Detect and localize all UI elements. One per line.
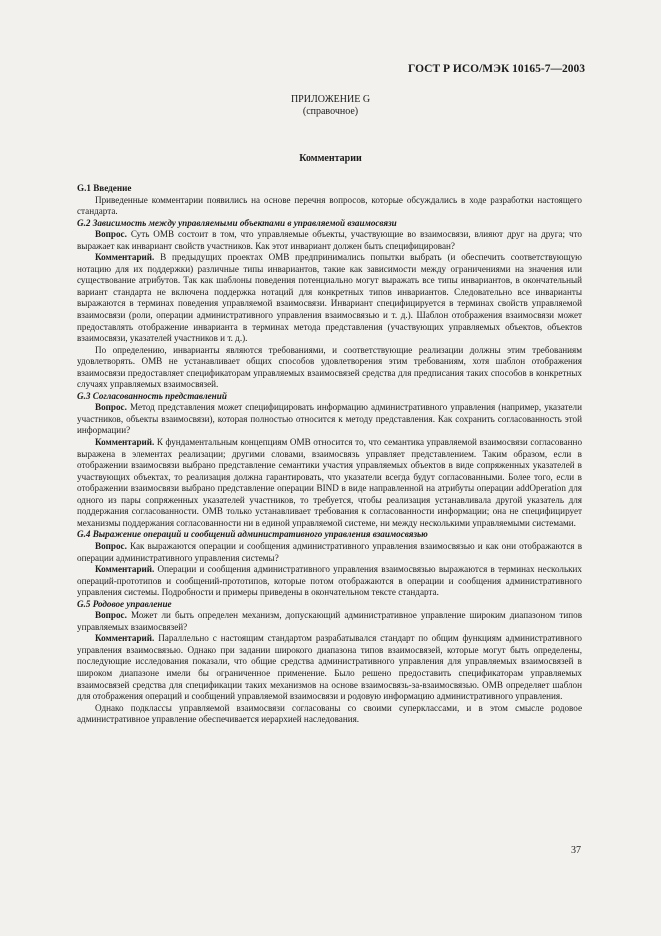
appendix-title: ПРИЛОЖЕНИЕ G	[290, 94, 371, 105]
question-text: Метод представления может специфицировать информацию административного управления (например, указатели участников, объекты взаимосвязи), которая полностью относится к методу представления. Как сохранить согласованность этой информации?	[77, 402, 582, 436]
comment-label: Комментарий.	[95, 252, 155, 263]
standard-header: ГОСТ Р ИСО/МЭК 10165-7—2003	[408, 63, 585, 75]
section-heading-g5: G.5 Родовое управление	[77, 598, 172, 609]
question-text: Может ли быть определен механизм, допускающий административное управление широким диапазоном типов управляемых взаимосвязей?	[77, 610, 583, 632]
comment-label: Комментарий.	[95, 633, 155, 644]
question-paragraph	[77, 610, 582, 633]
section-heading-g3: G.3 Согласованность представлений	[77, 390, 227, 401]
appendix-heading	[0, 94, 661, 118]
section-heading-g1: G.1 Введение	[77, 183, 132, 193]
comment-paragraph	[77, 633, 582, 702]
question-label: Вопрос.	[95, 610, 127, 621]
question-paragraph	[77, 541, 582, 564]
question-label: Вопрос.	[95, 229, 127, 240]
question-label: Вопрос.	[95, 540, 127, 551]
comment-paragraph	[77, 564, 582, 599]
section-title: Комментарии	[299, 153, 362, 164]
question-paragraph	[77, 229, 582, 252]
comment-label: Комментарий.	[95, 564, 155, 575]
comment-paragraph	[77, 252, 582, 344]
question-label: Вопрос.	[95, 402, 127, 413]
comment-paragraph	[77, 437, 582, 529]
comment-text: К фундаментальным концепциям ОМВ относится то, что семантика управляемой взаимосвязи согласованно выражена в элементах реализации; другими словами, взаимосвязь управляет представлением. Таким образом, если в отображении взаимосвязи выбрано представление семантики участия управляемых объектов в виде сопряженных указателей в участвующих объектах, то реализация должна гарантировать, что указатели всегда будут согласованными. Более того, если в отображении взаимосвязи выбрано представление операции BIND в виде направленной на атрибуты операции addOperation для одного из пары сопряженных указателей участников, то требуется, чтобы реализация устанавливала другой указатель для поддержания согласованности. ОМВ только устанавливает требования к согласованности информации; она не специфицирует механизмы поддержания согласованности ни в единой управляемой системе, ни между несколькими управляемыми системами.	[77, 437, 583, 528]
question-text: Как выражаются операции и сообщения административного управления взаимосвязью и как они отображаются в операции административного управления системы?	[77, 540, 583, 563]
paragraph: Однако подклассы управляемой взаимосвязи согласованы со своими суперклассами, и в этом смысле родовое административное управление обеспечивается иерархией наследования.	[77, 702, 582, 725]
section-heading-g4: G.4 Выражение операций и сообщений административного управления взаимосвязью	[77, 529, 428, 540]
comment-label: Комментарий.	[95, 437, 155, 448]
comment-text: Параллельно с настоящим стандартом разрабатывался стандарт по общим функциям административного управления взаимосвязью. Однако при задании широкого диапазона типов взаимосвязей, которые могут быть определены, последующие исследования показали, что общие средства административного управления для управляемых взаимосвязей в широком диапазоне имели бы ограниченное применение. Было решено предоставить спецификаторам управляемых взаимосвязей средства для спецификации таких механизмов на основе взаимосвязь-за-взаимосвязью. ОМВ определяет шаблон для отображения операций и сообщений управляемой взаимосвязи и родовую информацию административного управления.	[77, 633, 582, 702]
comment-text: В предыдущих проектах ОМВ предпринимались попытки выбрать (и обеспечить соответствующую нотацию для их поддержки) различные типы инвариантов, такие как зависимости между ограничениями на значения или существование атрибутов. Так как шаблоны поведения потенциально могут выражать все типы инвариантов, в окончательный вариант стандарта не включена поддержка нотаций для конкретных типов инвариантов. Следовательно все инварианты выражаются в терминах поведения управляемой взаимосвязи. Инвариант специфицируется в терминах свойств управляемой взаимосвязи (роли, операции административного управления взаимосвязью и т. д.). Шаблон отображения взаимосвязи может предоставлять отображение инварианта в терминах метода представления (участвующих управляемых объектов, объектов взаимосвязи, указателей участников и т. д.).	[77, 252, 583, 344]
appendix-subtitle: (справочное)	[302, 106, 359, 117]
page-number: 37	[571, 845, 581, 856]
comment-text: Операции и сообщения административного управления взаимосвязью выражаются в терминах нескольких операций-прототипов и сообщений-прототипов, которые потом отображаются в операции и сообщения административного управления системы. Подробности и примеры приведены в окончательном тексте стандарта.	[77, 564, 582, 598]
section-heading-g2: G.2 Зависимость между управляемыми объектами в управляемой взаимосвязи	[77, 217, 397, 228]
paragraph: По определению, инварианты являются требованиями, и соответствующие реализации должны этим требованиям удовлетворять. ОМВ не устанавливает общих способов удовлетворения этим требованиям, хотя шаблон отображения взаимосвязи предоставляет спецификаторам управляемых взаимосвязей средства для предписания таких способов в конкретных случаях управляемых взаимосвязей.	[77, 344, 582, 390]
paragraph: Приведенные комментарии появились на основе перечня вопросов, которые обсуждались в ходе разработки настоящего стандарта.	[77, 194, 582, 217]
question-text: Суть ОМВ состоит в том, что управляемые объекты, участвующие во взаимосвязи, влияют друг на друга; что выражает как инвариант свойств участников. Как этот инвариант должен быть специфицирован?	[77, 229, 582, 251]
document-body	[77, 183, 582, 726]
question-paragraph	[77, 402, 582, 437]
